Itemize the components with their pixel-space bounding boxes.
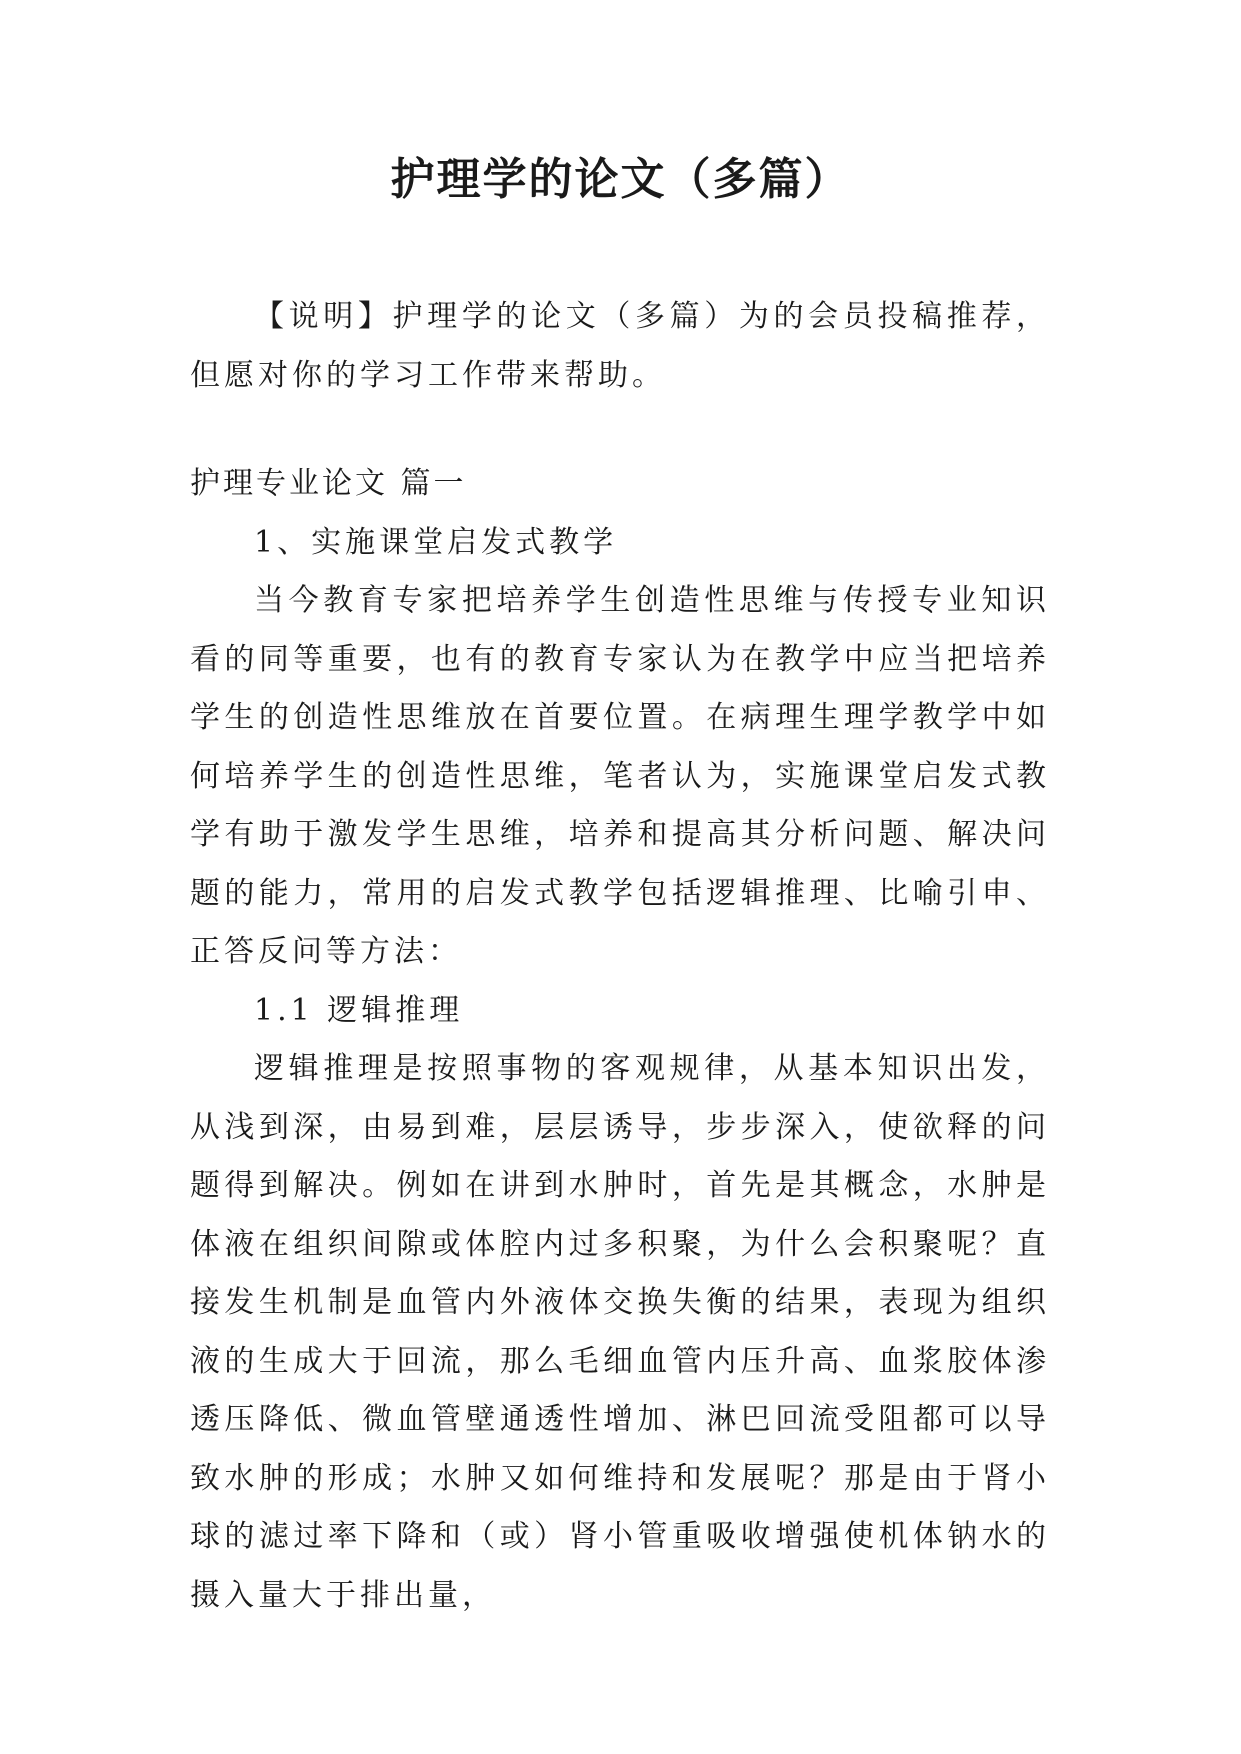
paragraph-2: 逻辑推理是按照事物的客观规律，从基本知识出发，从浅到深，由易到难，层层诱导，步步深入，使欲释的问题得到解决。例如在讲到水肿时，首先是其概念，水肿是体液在组织间隙或体腔内过多积聚，为什么会积聚呢？直接发生机制是血管内外液体交换失衡的结果，表现为组织液的生成大于回流，那么毛细血管内压升高、血浆胶体渗透压降低、微血管壁通透性增加、淋巴回流受阻都可以导致水肿的形成；水肿又如何维持和发展呢？那是由于肾小球的滤过率下降和（或）肾小管重吸收增强使机体钠水的摄入量大于排出量，: [190, 1051, 1050, 1613]
note-paragraph: 【说明】护理学的论文（多篇）为的会员投稿推荐，但愿对你的学习工作带来帮助。: [190, 299, 1050, 393]
section-heading: 护理专业论文 篇一: [190, 466, 467, 501]
subheading-2: 1.1 逻辑推理: [254, 992, 464, 1028]
subheading-1: 1、实施课堂启发式教学: [254, 524, 618, 560]
document-title: 护理学的论文（多篇）: [390, 154, 851, 205]
paragraph-1: 当今教育专家把培养学生创造性思维与传授专业知识看的同等重要，也有的教育专家认为在教学中应当把培养学生的创造性思维放在首要位置。在病理生理学教学中如何培养学生的创造性思维，笔者认为，实施课堂启发式教学有助于激发学生思维，培养和提高其分析问题、解决问题的能力，常用的启发式教学包括逻辑推理、比喻引申、正答反问等方法：: [190, 583, 1050, 969]
document-body: [190, 288, 1050, 1625]
